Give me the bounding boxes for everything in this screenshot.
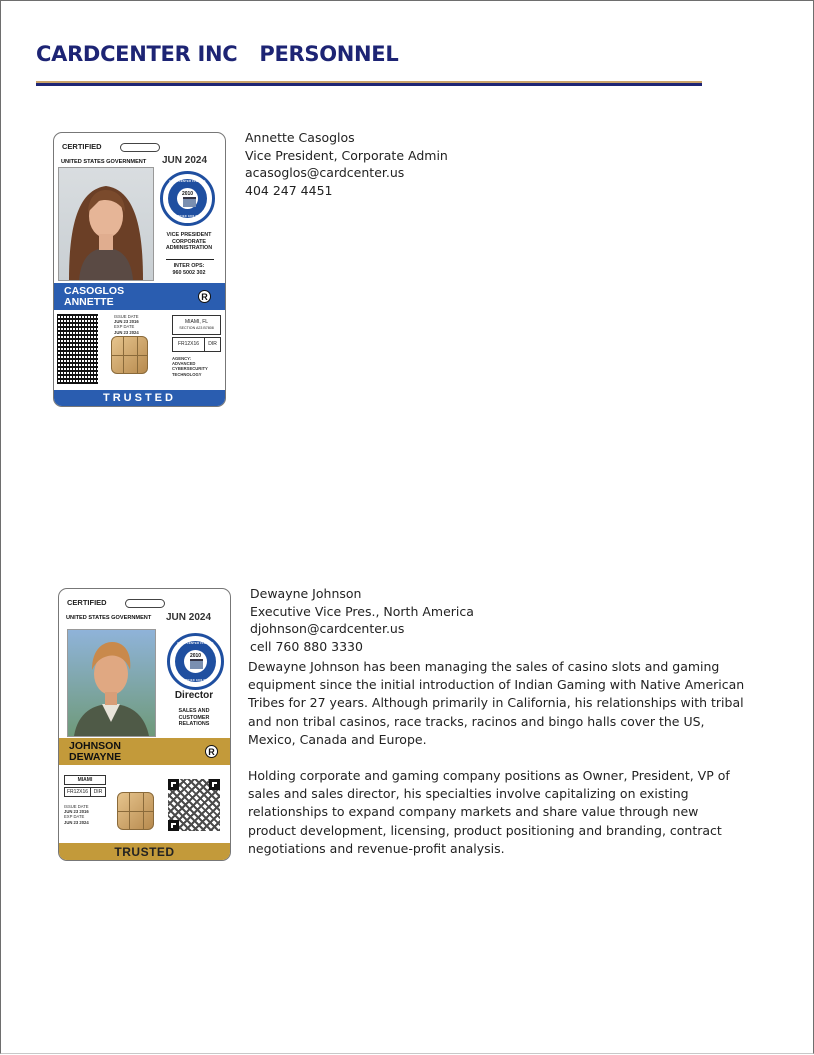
card-certified-label: CERTIFIED bbox=[62, 142, 102, 151]
code-right: DIR bbox=[93, 789, 103, 795]
code-left: FR12X16 bbox=[65, 788, 91, 796]
exp-date: JUN 23 2024 bbox=[64, 819, 89, 825]
building-icon bbox=[190, 659, 203, 669]
exp-date: JUN 23 2024 bbox=[114, 329, 139, 335]
bio-johnson bbox=[248, 658, 748, 876]
card-government-label: UNITED STATES GOVERNMENT bbox=[66, 615, 152, 621]
page-title bbox=[36, 42, 398, 66]
card-name bbox=[69, 741, 121, 763]
seal-bottom-text: CERTIFIED 1800 SHOP bbox=[171, 215, 204, 218]
card-footer: TRUSTED bbox=[54, 390, 225, 406]
contact-title: Vice President, Corporate Admin bbox=[245, 147, 448, 163]
contact-phone: 404 247 4451 bbox=[245, 182, 333, 198]
ops-divider bbox=[166, 259, 214, 260]
location: MIAMI, FL bbox=[184, 319, 209, 325]
card-footer: TRUSTED bbox=[59, 843, 230, 860]
registered-icon: R bbox=[198, 290, 211, 303]
code-box bbox=[64, 787, 106, 797]
portrait-johnson bbox=[68, 630, 155, 736]
contact-block-casoglos bbox=[245, 129, 448, 199]
card-role bbox=[154, 232, 224, 252]
issue-date: JUN 23 2016 bbox=[114, 319, 139, 325]
code-right: DIR bbox=[208, 341, 217, 347]
ops-label: INTER OPS: bbox=[173, 263, 205, 269]
portrait-photo-icon bbox=[67, 629, 156, 737]
ops-value: 960 5002 302 bbox=[172, 269, 206, 276]
location-box bbox=[172, 315, 221, 335]
name-band bbox=[54, 283, 225, 310]
agency-line: ADVANCED bbox=[172, 361, 196, 367]
chip-icon bbox=[117, 792, 154, 830]
registered-icon: R bbox=[205, 745, 218, 758]
location: MIAMI bbox=[77, 777, 93, 783]
card-dates bbox=[64, 804, 89, 825]
code-left: FR12X16 bbox=[173, 338, 205, 351]
contact-email[interactable]: djohnson@cardcenter.us bbox=[250, 621, 405, 636]
card-slot bbox=[120, 143, 160, 152]
seal-icon bbox=[160, 171, 215, 226]
role-line: CUSTOMER bbox=[178, 714, 210, 721]
agency-line: TECHNOLOGY bbox=[172, 371, 202, 377]
portrait-photo-icon bbox=[58, 167, 154, 281]
seal-year: 2010 bbox=[189, 653, 202, 659]
card-role-title: Director bbox=[174, 690, 214, 701]
building-icon bbox=[183, 197, 196, 207]
seal-text: CARD CENTER FLORIDA bbox=[169, 180, 206, 183]
card-certified-label: CERTIFIED bbox=[67, 598, 107, 607]
seal-year: 2010 bbox=[181, 191, 194, 197]
issue-label: ISSUE DATE bbox=[114, 314, 139, 319]
seal-icon bbox=[167, 633, 224, 690]
qr-code-icon bbox=[168, 779, 220, 831]
issue-label: ISSUE DATE bbox=[64, 804, 89, 809]
id-card-casoglos bbox=[53, 132, 226, 407]
exp-label: EXP DATE bbox=[114, 324, 135, 330]
chip-icon bbox=[111, 336, 148, 374]
code-box bbox=[172, 337, 221, 352]
agency-line: CYBERSECURITY bbox=[172, 366, 208, 372]
id-card-johnson bbox=[58, 588, 231, 861]
seal-text: CARD CENTER FLORIDA bbox=[177, 642, 214, 645]
card-first-name: DEWAYNE bbox=[69, 751, 122, 763]
bio-paragraph: Holding corporate and gaming company positions as Owner, President, VP of sales and sales director, his specialties involve capitalizing on existing relationships to expand company markets and share value through new product development, licensing, product positioning and branding, contract negotiations and revenue-profit analysis. bbox=[248, 768, 730, 856]
role-line: ADMINISTRATION bbox=[165, 245, 213, 252]
header-rule-navy bbox=[36, 83, 702, 86]
contact-name: Annette Casoglos bbox=[245, 130, 355, 145]
card-dates bbox=[114, 314, 139, 335]
card-slot bbox=[125, 599, 165, 608]
contact-name: Dewayne Johnson bbox=[250, 586, 362, 601]
exp-label: EXP DATE bbox=[64, 814, 85, 820]
agency-line: AGENCY: bbox=[172, 356, 191, 361]
card-agency bbox=[172, 356, 208, 377]
issue-date: JUN 23 2016 bbox=[64, 809, 89, 815]
role-line: CORPORATE bbox=[171, 238, 207, 245]
role-line: VICE PRESIDENT bbox=[166, 232, 212, 238]
contact-email[interactable]: acasoglos@cardcenter.us bbox=[245, 165, 405, 180]
seal-bottom-text: CERTIFIED 1800 SHOP bbox=[179, 679, 212, 682]
card-date: JUN 2024 bbox=[162, 155, 208, 166]
section-code: SECTION A23 B7808 bbox=[179, 326, 214, 330]
bio-paragraph: Dewayne Johnson has been managing the sales of casino slots and gaming equipment since the initial introduction of Indian Gaming with Native American Tribes for 27 years. Although primarily in California, his relationships with tribal and non tribal casinos, race tracks, racinos and bingo halls cover the US, Mexico, Canada and Europe. bbox=[248, 659, 745, 747]
card-first-name: ANNETTE bbox=[64, 296, 114, 308]
name-band bbox=[59, 738, 230, 765]
card-date: JUN 2024 bbox=[166, 612, 212, 623]
section-name: PERSONNEL bbox=[259, 42, 399, 66]
portrait-casoglos bbox=[59, 168, 153, 280]
role-line: RELATIONS bbox=[178, 721, 210, 728]
card-name bbox=[64, 286, 124, 308]
company-name: CARDCENTER INC bbox=[36, 42, 238, 66]
card-ops bbox=[154, 263, 224, 276]
card-government-label: UNITED STATES GOVERNMENT bbox=[61, 159, 147, 165]
contact-phone: cell 760 880 3330 bbox=[250, 638, 363, 654]
card-last-name: CASOGLOS bbox=[64, 285, 125, 297]
role-line: SALES AND bbox=[178, 708, 210, 714]
location-box bbox=[64, 775, 106, 785]
card-last-name: JOHNSON bbox=[69, 740, 121, 752]
contact-title: Executive Vice Pres., North America bbox=[250, 603, 474, 619]
contact-block-johnson bbox=[250, 585, 474, 655]
barcode-pdf417 bbox=[57, 314, 98, 384]
card-role bbox=[159, 708, 229, 728]
